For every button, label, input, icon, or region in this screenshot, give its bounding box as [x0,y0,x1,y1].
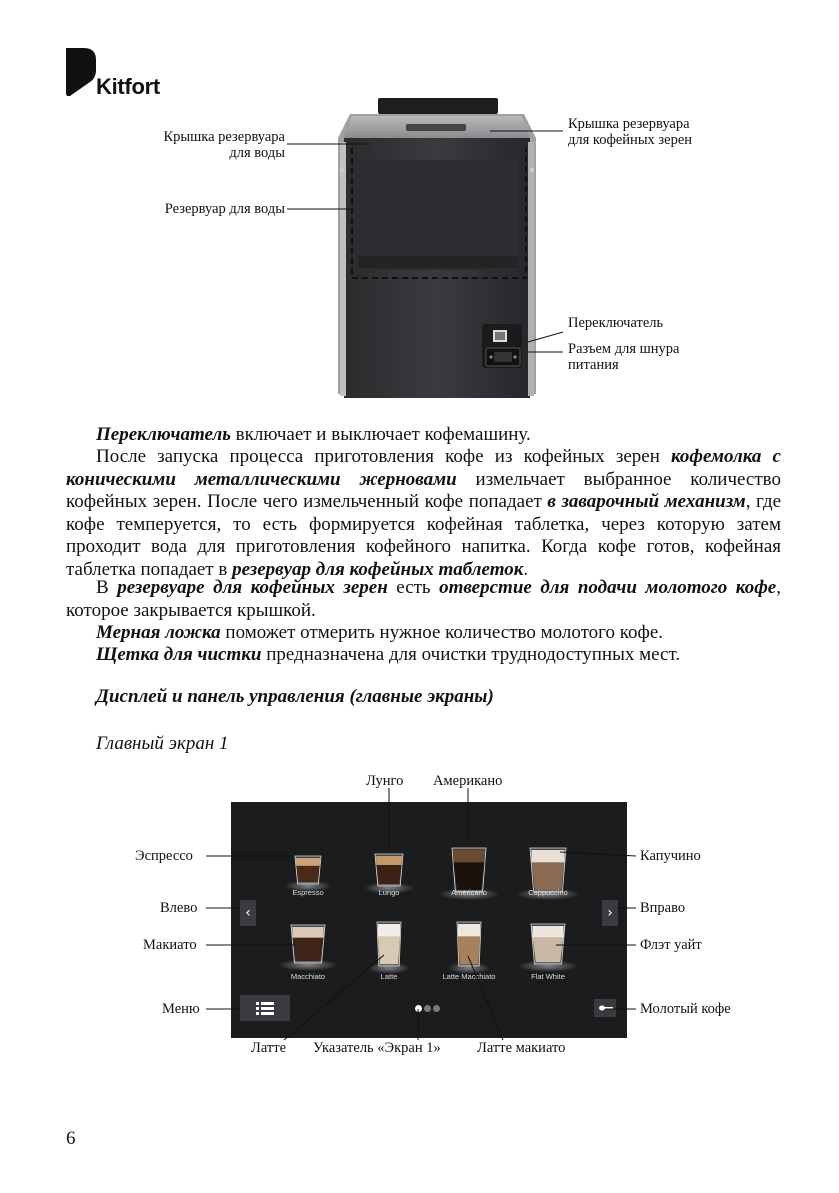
paragraph-cleaning-brush: Щетка для чистки предназначена для очистки труднодоступных мест. [96,644,681,665]
page-number: 6 [66,1128,76,1149]
drink-label: Flat White [531,972,565,981]
drink-label: Espresso [292,888,324,897]
brand-name: Kitfort [96,74,160,99]
drink-label: Cappuccino [528,888,568,897]
drink-label: Macchiato [290,972,326,981]
callout-cappuccino: Капучино [640,848,701,864]
callout-bean-tank-lid: Крышка резервуара для кофейных зерен [568,116,693,148]
callout-latte-macchiato: Латте макиато [477,1040,566,1056]
callout-espresso: Эспрессо [135,848,193,864]
callout-lungo: Лунго [366,773,404,789]
paragraph-switch: Переключатель включает и выключает кофемашину. [96,424,531,445]
section-heading: Дисплей и панель управления (главные экраны) [96,686,494,707]
scroll-right-button[interactable]: › [602,900,618,926]
callout-ground-coffee: Молотый кофе [640,1001,731,1017]
drink-label: Latte Macchiato [442,972,496,981]
callout-left: Влево [160,900,198,916]
drink-label: Lungo [378,888,400,897]
drink-label: Americano [451,888,487,897]
callout-americano: Американо [433,773,503,789]
callout-right: Вправо [640,900,686,916]
screen-subtitle: Главный экран 1 [96,733,229,754]
callout-water-tank-lid: Крышка резервуара для воды [163,129,285,161]
callout-screen-indicator: Указатель «Экран 1» [313,1040,441,1056]
scroll-left-button[interactable]: ‹ [240,900,256,926]
paragraph-grinder: После запуска процесса приготовления кофе из кофейных зерен кофемолка с коническими металлическими жерновами измельчает выбранное количество кофейных зерен. После чего измельченный кофе попадает в заварочный механизм, где кофе темперуется, то есть формируется кофейная таблетка, через которую затем проходит вода для приготовления кофейного напитка. Когда кофе готов, кофейная таблетка попадает в резервуар для кофейных таблеток. [66,446,782,580]
callout-flat-white: Флэт уайт [640,937,702,953]
callout-switch: Переключатель [568,315,664,331]
callout-water-tank: Резервуар для воды [164,201,285,217]
callout-menu: Меню [162,1001,200,1017]
callout-power-socket: Разъем для шнура питания [568,341,680,373]
paragraph-bean-tank: В резервуаре для кофейных зерен есть отверстие для подачи молотого кофе, которое закрывается крышкой. [66,577,781,621]
callout-latte: Латте [251,1040,287,1056]
callout-macchiato: Макиато [143,937,197,953]
paragraph-measuring-spoon: Мерная ложка поможет отмерить нужное количество молотого кофе. [96,622,664,643]
drink-label: Latte [380,972,398,981]
